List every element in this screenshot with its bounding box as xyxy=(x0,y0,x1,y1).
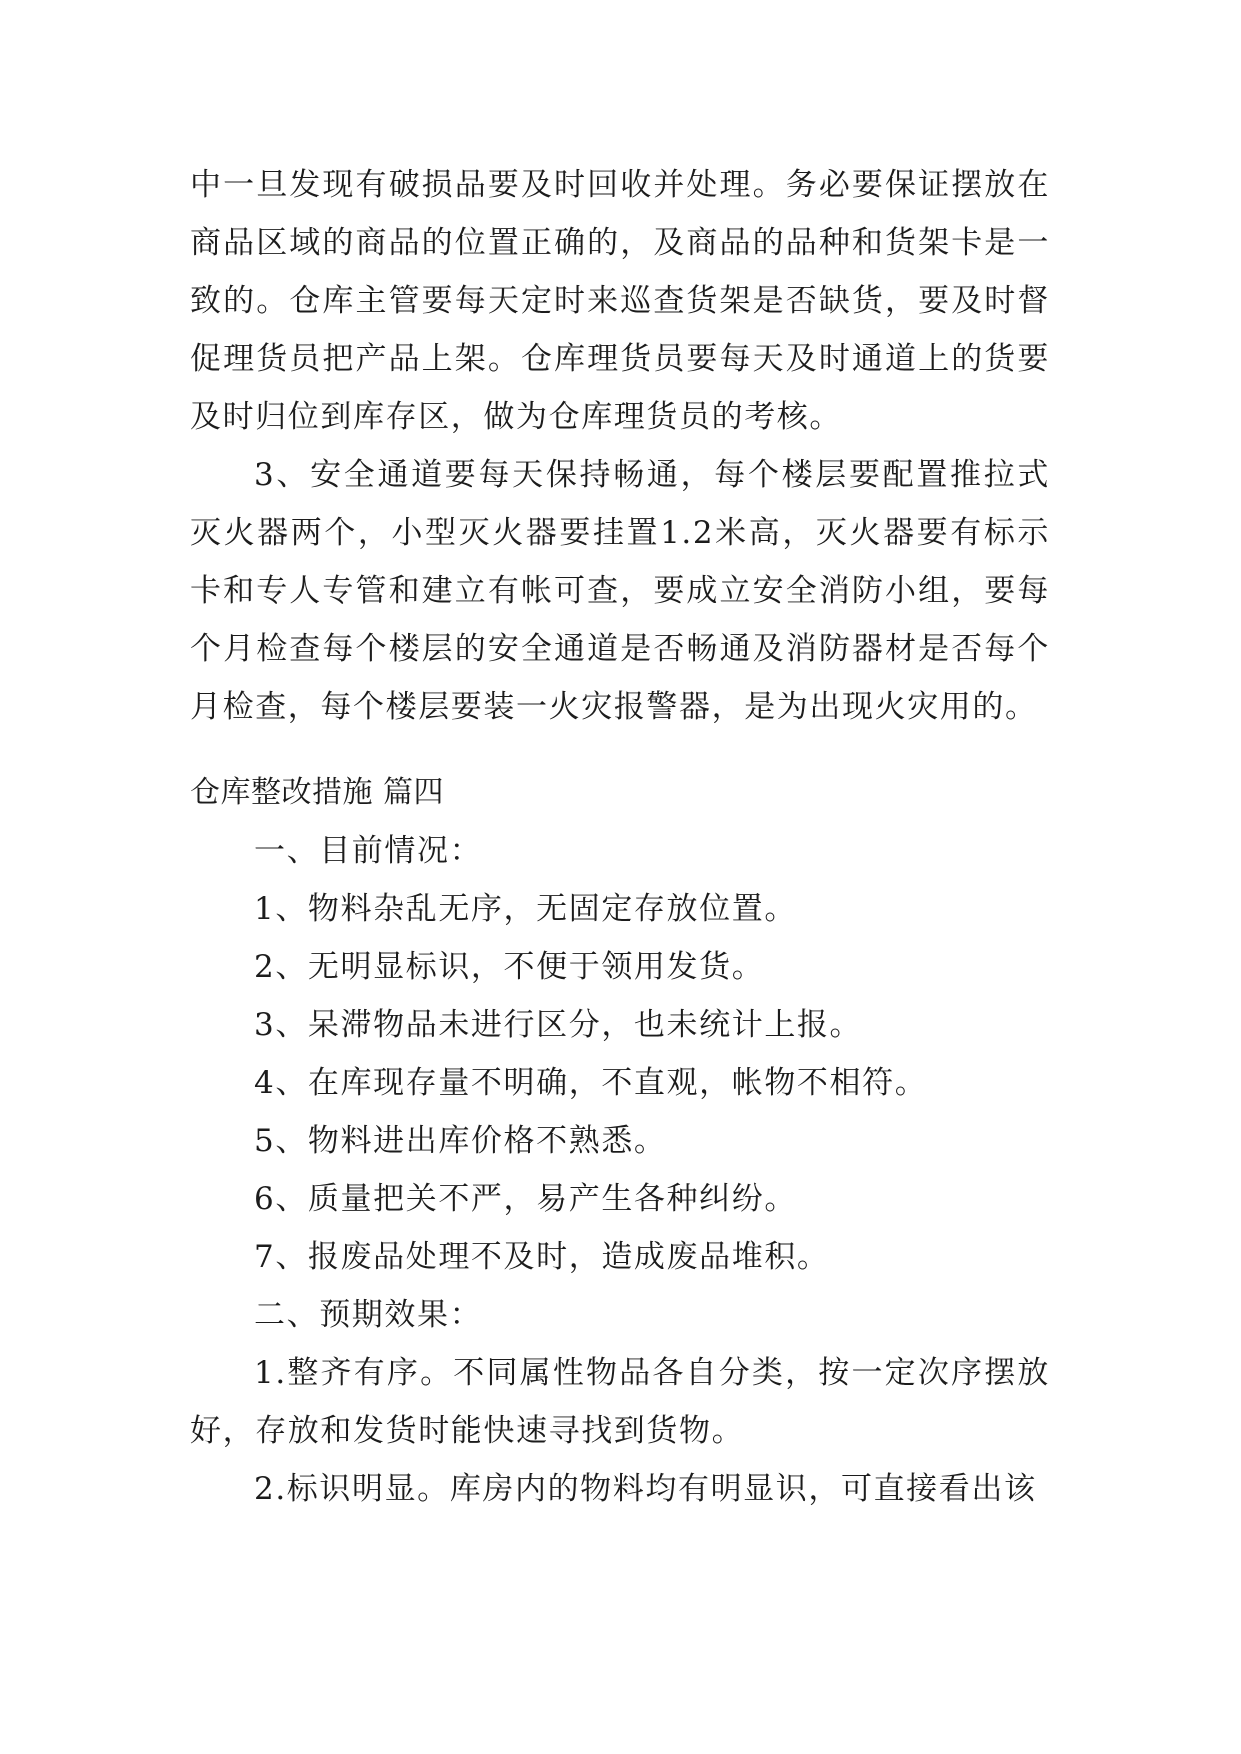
list-item: 4、在库现存量不明确，不直观，帐物不相符。 xyxy=(254,1065,928,1101)
paragraph-safety-passage: 3、安全通道要每天保持畅通，每个楼层要配置推拉式灭火器两个，小型灭火器要挂置1.2米高，灭火器要有标示卡和专人专管和建立有帐可查，要成立安全消防小组，要每个月检查每个楼层的安全通道是否畅通及消防器材是否每个月检查，每个楼层要装一火灾报警器，是为出现火灾用的。 xyxy=(190,457,1050,725)
list-item: 5、物料进出库价格不熟悉。 xyxy=(254,1123,667,1159)
list-item: 2、无明显标识，不便于领用发货。 xyxy=(254,949,765,985)
section-title: 仓库整改措施 篇四 xyxy=(190,775,445,810)
expected-effect-item: 1.整齐有序。不同属性物品各自分类，按一定次序摆放好，存放和发货时能快速寻找到货物。 xyxy=(190,1355,1050,1449)
paragraph-shelf-management: 中一旦发现有破损品要及时回收并处理。务必要保证摆放在商品区域的商品的位置正确的，及商品的品种和货架卡是一致的。仓库主管要每天定时来巡查货架是否缺货，要及时督促理货员把产品上架。仓库理货员要每天及时通道上的货要及时归位到库存区，做为仓库理货员的考核。 xyxy=(190,167,1050,435)
current-situation-heading: 一、目前情况： xyxy=(254,833,483,869)
list-item: 3、呆滞物品未进行区分，也未统计上报。 xyxy=(254,1007,863,1043)
list-item: 1、物料杂乱无序，无固定存放位置。 xyxy=(254,891,797,927)
list-item: 6、质量把关不严，易产生各种纠纷。 xyxy=(254,1181,797,1217)
document-body xyxy=(190,156,1050,1518)
list-item: 7、报废品处理不及时，造成废品堆积。 xyxy=(254,1239,830,1275)
expected-effect-item: 2.标识明显。库房内的物料均有明显识，可直接看出该 xyxy=(254,1471,1037,1507)
expected-effect-heading: 二、预期效果： xyxy=(254,1297,483,1333)
